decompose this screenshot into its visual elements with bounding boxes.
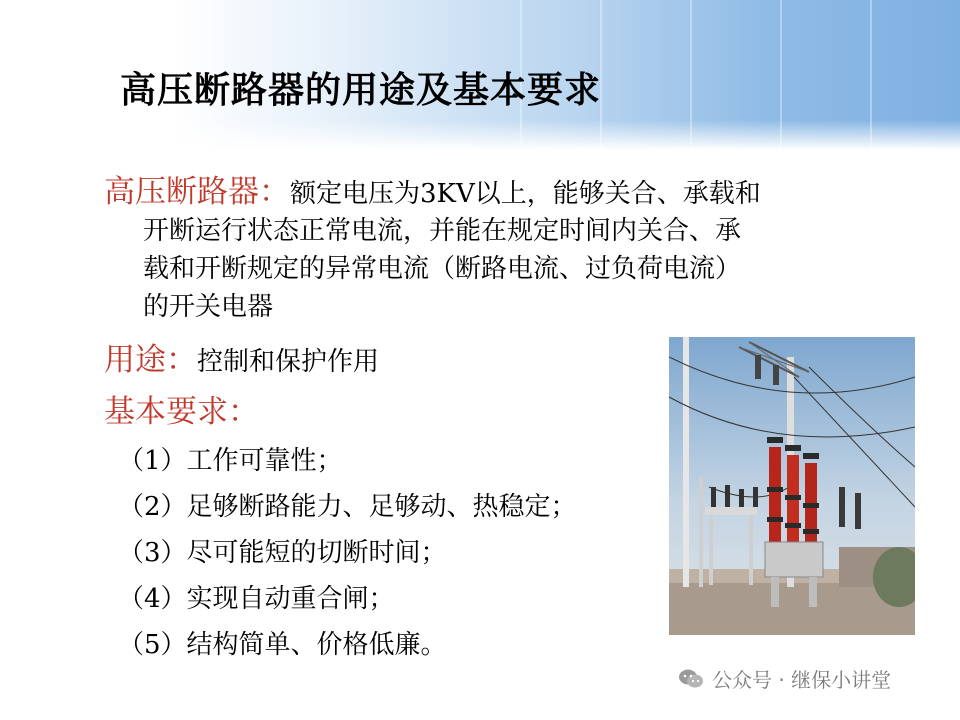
circuit-breaker-photo xyxy=(669,337,915,635)
slide-title: 高压断路器的用途及基本要求 xyxy=(120,70,602,111)
definition-line-2: 开断运行状态正常电流，并能在规定时间内关合、承 xyxy=(143,216,742,246)
definition-first-line xyxy=(104,166,761,211)
wechat-icon xyxy=(678,668,704,690)
requirements-label: 基本要求： xyxy=(104,394,259,430)
usage-line xyxy=(104,334,379,379)
definition-label: 高压断路器： xyxy=(104,174,290,210)
requirement-item-1: （1）工作可靠性； xyxy=(118,446,343,476)
definition-line-1: 额定电压为3KV以上，能够关合、承载和 xyxy=(290,179,761,209)
requirement-item-3: （3）尽可能短的切断时间； xyxy=(118,538,447,568)
definition-line-3: 载和开断规定的异常电流（断路电流、过负荷电流） xyxy=(143,254,742,284)
requirement-item-5: （5）结构简单、价格低廉。 xyxy=(118,630,447,660)
requirement-item-2: （2）足够断路能力、足够动、热稳定； xyxy=(118,492,577,522)
definition-line-4: 的开关电器 xyxy=(143,292,274,322)
requirement-item-4: （4）实现自动重合闸； xyxy=(118,584,395,614)
usage-text: 控制和保护作用 xyxy=(197,347,380,377)
watermark xyxy=(678,664,891,693)
watermark-text: 公众号 · 继保小讲堂 xyxy=(712,668,892,692)
usage-label: 用途： xyxy=(104,342,197,378)
